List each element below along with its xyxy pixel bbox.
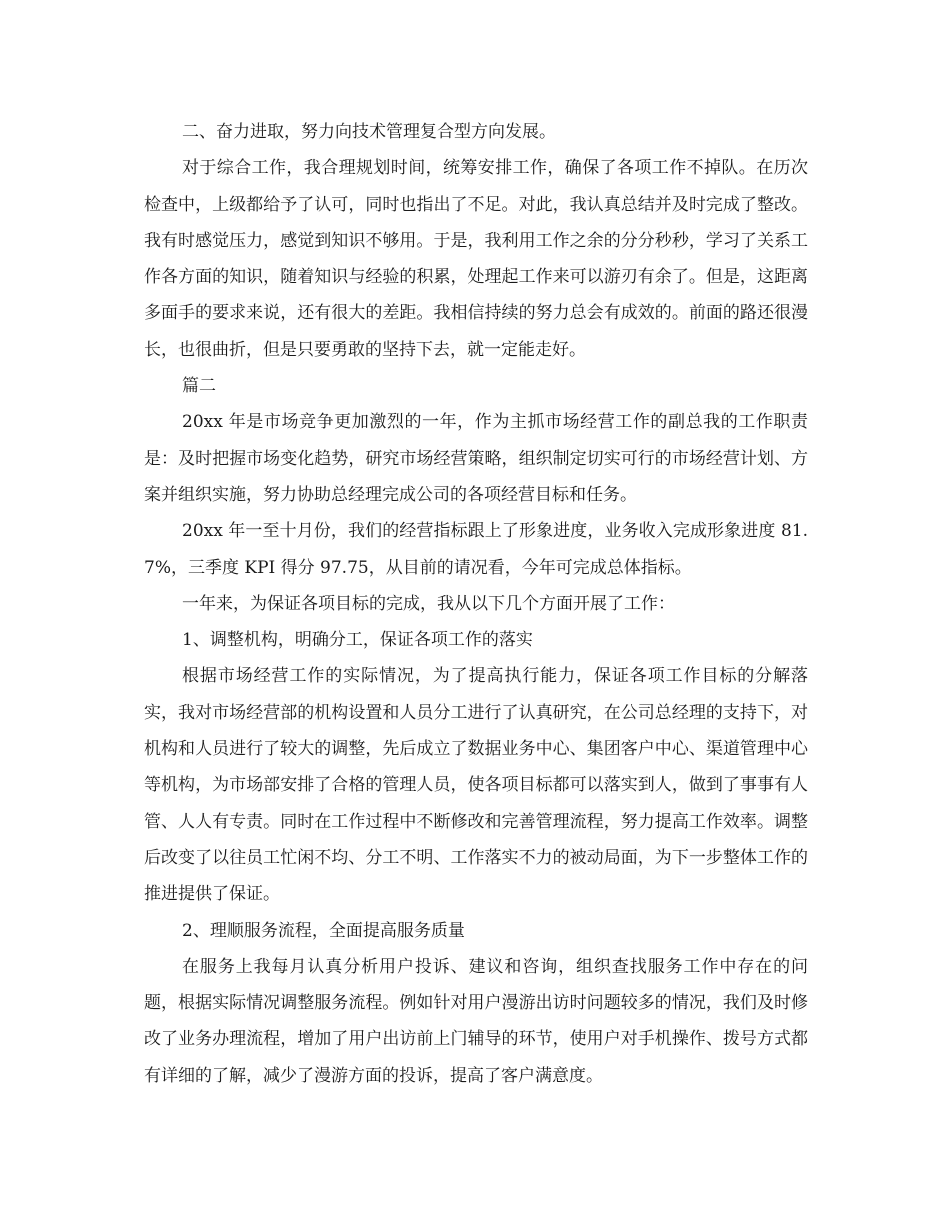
paragraph-organization-details: 根据市场经营工作的实际情况，为了提高执行能力，保证各项工作目标的分解落实，我对市场经营部的机构设置和人员分工进行了认真研究，在公司总经理的支持下，对机构和人员进行了较大的调整，先后成立了数据业务中心、集团客户中心、渠道管理中心等机构，为市场部安排了合格的管理人员，使各项目标都可以落实到人，做到了事事有人管、人人有专责。同时在工作过程中不断修改和完善管理流程，努力提高工作效率。调整后改变了以往员工忙闲不均、分工不明、工作落实不力的被动局面，为下一步整体工作的推进提供了保证。: [144, 666, 808, 905]
chapter-title-part-two: 篇二: [182, 376, 216, 397]
paragraph-performance-indicators: 20xx 年一至十月份，我们的经营指标跟上了形象进度，业务收入完成形象进度 81.7%，三季度 KPI 得分 97.75，从目前的请况看，今年可完成总体指标。: [144, 521, 808, 578]
paragraph-job-duties: 20xx 年是市场竞争更加激烈的一年，作为主抓市场经营工作的副总我的工作职责是：及时把握市场变化趋势，研究市场经营策略，组织制定切实可行的市场经营计划、方案并组织实施，努力协助总经理完成公司的各项经营目标和任务。: [144, 412, 808, 505]
paragraph-work-intro: 一年来，为保证各项目标的完成，我从以下几个方面开展了工作：: [182, 593, 675, 614]
paragraph-comprehensive-work: 对于综合工作，我合理规划时间，统筹安排工作，确保了各项工作不掉队。在历次检查中，上级都给予了认可，同时也指出了不足。对此，我认真总结并及时完成了整改。我有时感觉压力，感觉到知识不够用。于是，我利用工作之余的分分秒秒，学习了关系工作各方面的知识，随着知识与经验的积累，处理起工作来可以游刃有余了。但是，这距离多面手的要求来说，还有很大的差距。我相信持续的努力总会有成效的。前面的路还很漫长，也很曲折，但是只要勇敢的坚持下去，就一定能走好。: [144, 158, 808, 360]
subheading-service-process: 2、理顺服务流程，全面提高服务质量: [182, 920, 465, 941]
paragraph-service-details: 在服务上我每月认真分析用户投诉、建议和咨询，组织查找服务工作中存在的问题，根据实际情况调整服务流程。例如针对用户漫游出访时问题较多的情况，我们及时修改了业务办理流程，增加了用户出访前上门辅导的环节，使用户对手机操作、拨号方式都有详细的了解，减少了漫游方面的投诉，提高了客户满意度。: [144, 956, 808, 1086]
subheading-adjust-organization: 1、调整机构，明确分工，保证各项工作的落实: [182, 630, 533, 651]
document-body: [144, 114, 808, 1094]
section-heading-2: 二、奋力进取，努力向技术管理复合型方向发展。: [182, 122, 556, 142]
